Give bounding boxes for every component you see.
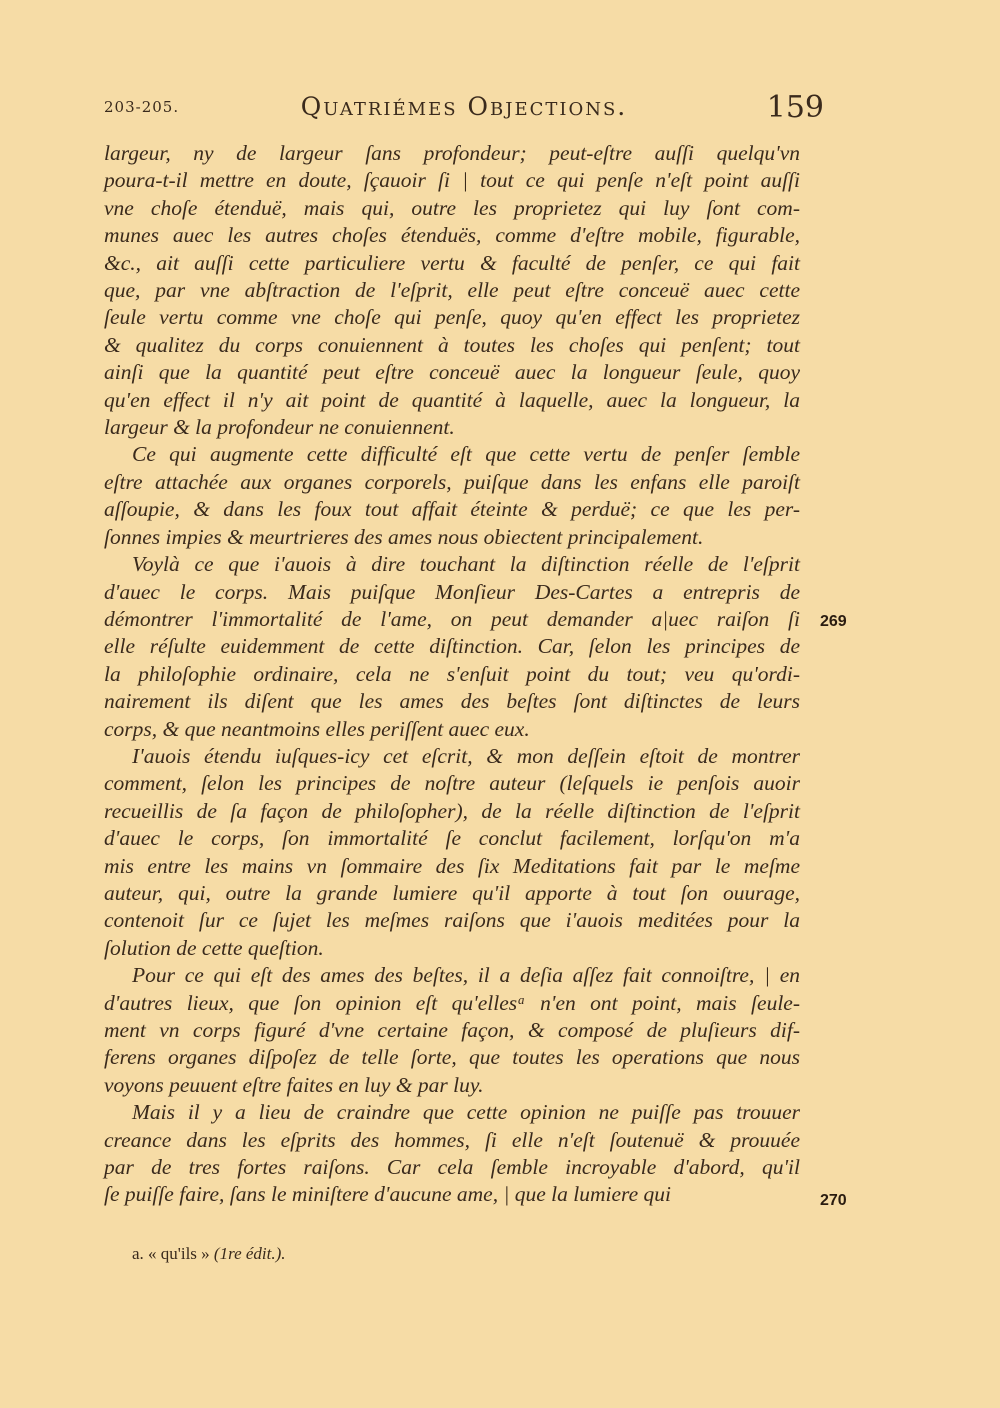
text-line: ſonnes impies & meurtrieres des ames nous obiectent principalement.	[104, 524, 704, 549]
text-line: contenoit ſur ce ſujet les meſmes raiſons que i'auois meditées pour la	[104, 908, 800, 933]
text-line: ment vn corps figuré d'vne certaine façon, & composé de pluſieurs dif-	[104, 1018, 800, 1042]
text-line: Mais il y a lieu de craindre que cette opinion ne puiſſe pas trouuer	[132, 1100, 800, 1125]
text-line: Voylà ce que i'auois à dire touchant la diſtinction réelle de l'eſprit	[132, 552, 800, 577]
text-line: auteur, qui, outre la grande lumiere qu'il apporte à tout ſon ouurage,	[104, 880, 800, 905]
paragraph	[104, 962, 800, 1099]
text-line: largeur & la profondeur ne conuiennent.	[104, 415, 455, 440]
text-line: comment, ſelon les principes de noſtre auteur (leſquels ie penſois auoir	[104, 771, 800, 796]
text-line: recueillis de ſa façon de philoſopher), de la réelle diſtinction de l'eſprit	[104, 798, 800, 823]
paragraph	[104, 1099, 800, 1209]
text-line: d'auec le corps. Mais puiſque Monſieur Des-Cartes a entrepris de	[104, 579, 800, 604]
text-line: nairement ils diſent que les ames des beſtes ſont diſtinctes de leurs	[104, 689, 800, 714]
paragraph	[104, 140, 800, 441]
text-line: Ce qui augmente cette difficulté eſt que cette vertu de penſer ſemble	[132, 442, 800, 467]
paragraph	[104, 743, 800, 962]
paragraph	[104, 551, 800, 743]
footnote-text: « qu'ils »	[148, 1244, 210, 1263]
text-line: elle réſulte euidemment de cette diſtinction. Car, ſelon les principes de	[104, 634, 800, 659]
text-line: & qualitez du corps conuiennent à toutes les choſes qui penſent; tout	[104, 332, 800, 357]
text-line: largeur, ny de largeur ſans profondeur; peut-eſtre auſſi quelqu'vn	[104, 141, 800, 165]
footnote	[132, 1244, 286, 1264]
text-line: aſſoupie, & dans les foux tout affait éteinte & perduë; ce que les per-	[104, 497, 800, 522]
text-line: mis entre les mains vn ſommaire des ſix Meditations fait par le meſme	[104, 853, 800, 878]
text-line: voyons peuuent eſtre faites en luy & par luy.	[104, 1072, 484, 1097]
text-line: la philoſophie ordinaire, cela ne s'enſuit point du tout; veu qu'ordi-	[104, 661, 800, 686]
footnote-edition: (1re édit.).	[213, 1244, 286, 1263]
text-line: ſe puiſſe faire, ſans le miniſtere d'aucune ame, | que la lumiere qui	[104, 1182, 671, 1207]
text-line: eſtre attachée aux organes corporels, puiſque dans les enfans elle paroiſt	[104, 469, 800, 494]
text-line: creance dans les eſprits des hommes, ſi elle n'eſt ſoutenuë & prouuée	[104, 1127, 800, 1152]
margin-page-number: 270	[820, 1192, 847, 1209]
text-line: ainſi que la quantité peut eſtre conceuë auec la longueur ſeule, quoy	[104, 360, 800, 385]
text-line: ferens organes diſpoſez de telle ſorte, que toutes les operations que nous	[104, 1045, 800, 1070]
text-line: ſolution de cette queſtion.	[104, 935, 324, 960]
text-line: d'autres lieux, que ſon opinion eſt qu'ellesᵃ n'en ont point, mais ſeule-	[104, 990, 800, 1015]
text-line: démontrer l'immortalité de l'ame, on peut demander a|uec raiſon ſi	[104, 606, 800, 631]
page-number: 159	[766, 90, 824, 125]
running-title: Quatriémes Objections.	[300, 92, 628, 121]
text-line: d'auec le corps, ſon immortalité ſe conclut facilement, lorſqu'on m'a	[104, 826, 800, 851]
footnote-marker: a.	[132, 1244, 144, 1263]
text-line: I'auois étendu iuſques-icy cet eſcrit, & mon deſſein eſtoit de montrer	[132, 743, 800, 768]
page-range: 203-205.	[104, 98, 180, 116]
text-line: qu'en effect il n'y ait point de quantité à laquelle, auec la longueur, la	[104, 387, 800, 412]
text-line: poura-t-il mettre en doute, ſçauoir ſi | tout ce qui penſe n'eſt point auſſi	[104, 168, 800, 193]
text-line: par de tres fortes raiſons. Car cela ſemble incroyable d'abord, qu'il	[104, 1155, 800, 1180]
text-line: corps, & que neantmoins elles periſſent auec eux.	[104, 716, 530, 741]
page-header	[104, 92, 824, 132]
text-line: &c., ait auſſi cette particuliere vertu & faculté de penſer, ce qui fait	[104, 250, 800, 275]
text-line: Pour ce qui eſt des ames des beſtes, il a deſia aſſez fait connoiſtre, | en	[132, 963, 800, 988]
text-line: vne choſe étenduë, mais qui, outre les proprietez qui luy ſont com-	[104, 195, 800, 220]
text-line: munes auec les autres choſes étenduës, comme d'eſtre mobile, figurable,	[104, 223, 800, 248]
text-line: ſeule vertu comme vne choſe qui penſe, quoy qu'en effect les proprietez	[104, 305, 800, 330]
body-text	[104, 140, 800, 1209]
text-line: que, par vne abſtraction de l'eſprit, elle peut eſtre conceuë auec cette	[104, 278, 800, 303]
paragraph	[104, 441, 800, 551]
margin-page-number: 269	[820, 613, 847, 630]
